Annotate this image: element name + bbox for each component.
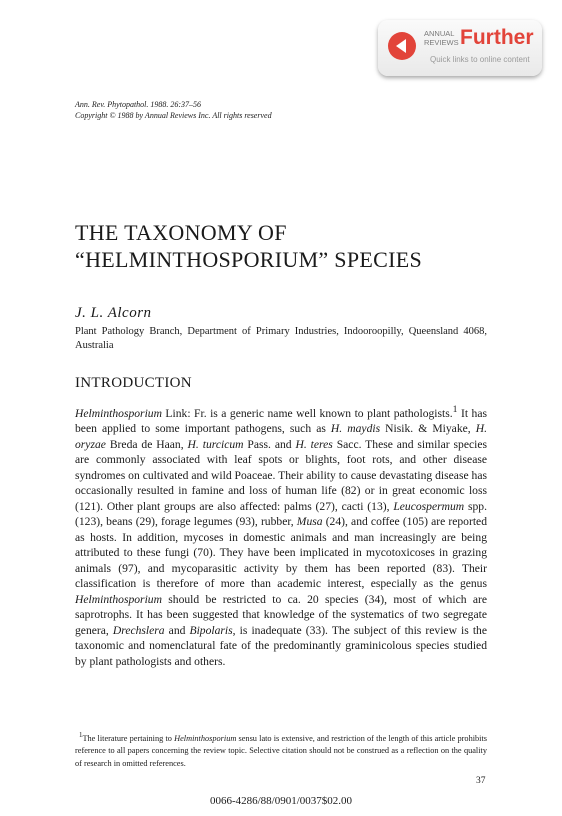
body-text: should be restricted to ca. 20 species (34), most of which are saprotrophs. It has been suggested that knowledge of the systematics of two segregate genera,: [75, 592, 487, 637]
genus-name: Helminthosporium: [75, 406, 162, 420]
further-links-badge[interactable]: [378, 20, 542, 76]
further-subtitle: Quick links to online content: [430, 55, 530, 64]
section-heading: INTRODUCTION: [75, 375, 192, 391]
body-text: spp. (123), beans (29), forage legumes (93), rubber,: [75, 499, 487, 529]
journal-citation: [75, 100, 272, 121]
title-line-2: “HELMINTHOSPORIUM” SPECIES: [75, 247, 422, 272]
body-text: Breda de Haan,: [105, 437, 188, 451]
genus-name: Leucospermum: [393, 499, 465, 513]
body-text: Link: Fr. is a generic name well known to plant pathologists.: [161, 406, 453, 420]
footnote-mark: 1: [79, 732, 83, 739]
page-number: 37: [476, 776, 486, 786]
body-text: Sacc. These and similar species are commonly associated with leaf spots or blights, foot rots, and other disease syndromes on cultivated and wild Poaceae. Their ability to cause devastating disease has occasionally resulted in famine and loss of human life (82) or in great economic loss (121). Other plant groups are also affected: palms (27), cacti (13),: [75, 437, 488, 513]
further-label: Further: [460, 26, 534, 49]
footnote-text: sensu lato is extensive, and restriction of the length of this article prohibits reference to all papers concerning the review topic. Selective citation should not be construed as a reflection on the quality of research in omitted references.: [75, 733, 488, 768]
article-code: 0066-4286/88/0901/0037$02.00: [209, 795, 353, 807]
title-line-1: THE TAXONOMY OF: [75, 220, 287, 245]
genus-name: Bipolaris: [189, 623, 233, 637]
species-name: H. maydis: [330, 422, 381, 436]
badge-small-line1: ANNUAL: [424, 29, 455, 38]
body-text: and: [164, 623, 190, 637]
species-name: H. teres: [295, 437, 333, 451]
footnote-text: The literature pertaining to: [82, 733, 175, 743]
genus-name: Helminthosporium: [75, 592, 162, 606]
footnote: [75, 730, 487, 770]
body-paragraph: [75, 402, 487, 669]
species-name: H. oryzae: [75, 422, 488, 451]
body-text: It has been applied to some important pathogens, such as: [75, 406, 487, 436]
footnote-reference: 1: [452, 404, 458, 415]
play-arrow-icon: [388, 32, 416, 60]
body-text: Nisik. & Miyake,: [380, 422, 476, 436]
annual-reviews-label: [424, 30, 460, 47]
species-name: H. turcicum: [187, 437, 244, 451]
citation-line-2: Copyright © 1988 by Annual Reviews Inc. All rights reserved: [75, 110, 272, 120]
badge-small-line2: REVIEWS: [424, 37, 459, 47]
body-text: , is inadequate (33). The subject of this review is the taxonomic and nomenclatural fate of the predominantly graminicolous species studied by plant pathologists and others.: [75, 623, 487, 668]
author-name: J. L. Alcorn: [75, 305, 152, 321]
genus-name: Musa: [296, 515, 323, 529]
body-text: Pass. and: [243, 437, 296, 451]
article-title: [75, 219, 422, 273]
genus-name: Drechslera: [112, 623, 165, 637]
citation-line-1: Ann. Rev. Phytopathol. 1988. 26:37–56: [75, 100, 202, 109]
genus-name: Helminthosporium: [174, 733, 237, 743]
body-text: (24), and coffee (105) are reported as hosts. In addition, mycoses in domestic animals and man increasingly are being attributed to these fungi (70). They have been implicated in mycotoxicoses in grazing animals (97), and mycoparasitic activity by them has been reported (83). Their classification is therefore of more than academic interest, especially as the genus: [75, 515, 487, 591]
author-affiliation: Plant Pathology Branch, Department of Primary Industries, Indooroopilly, Queensland 4068, Australia: [75, 326, 487, 351]
